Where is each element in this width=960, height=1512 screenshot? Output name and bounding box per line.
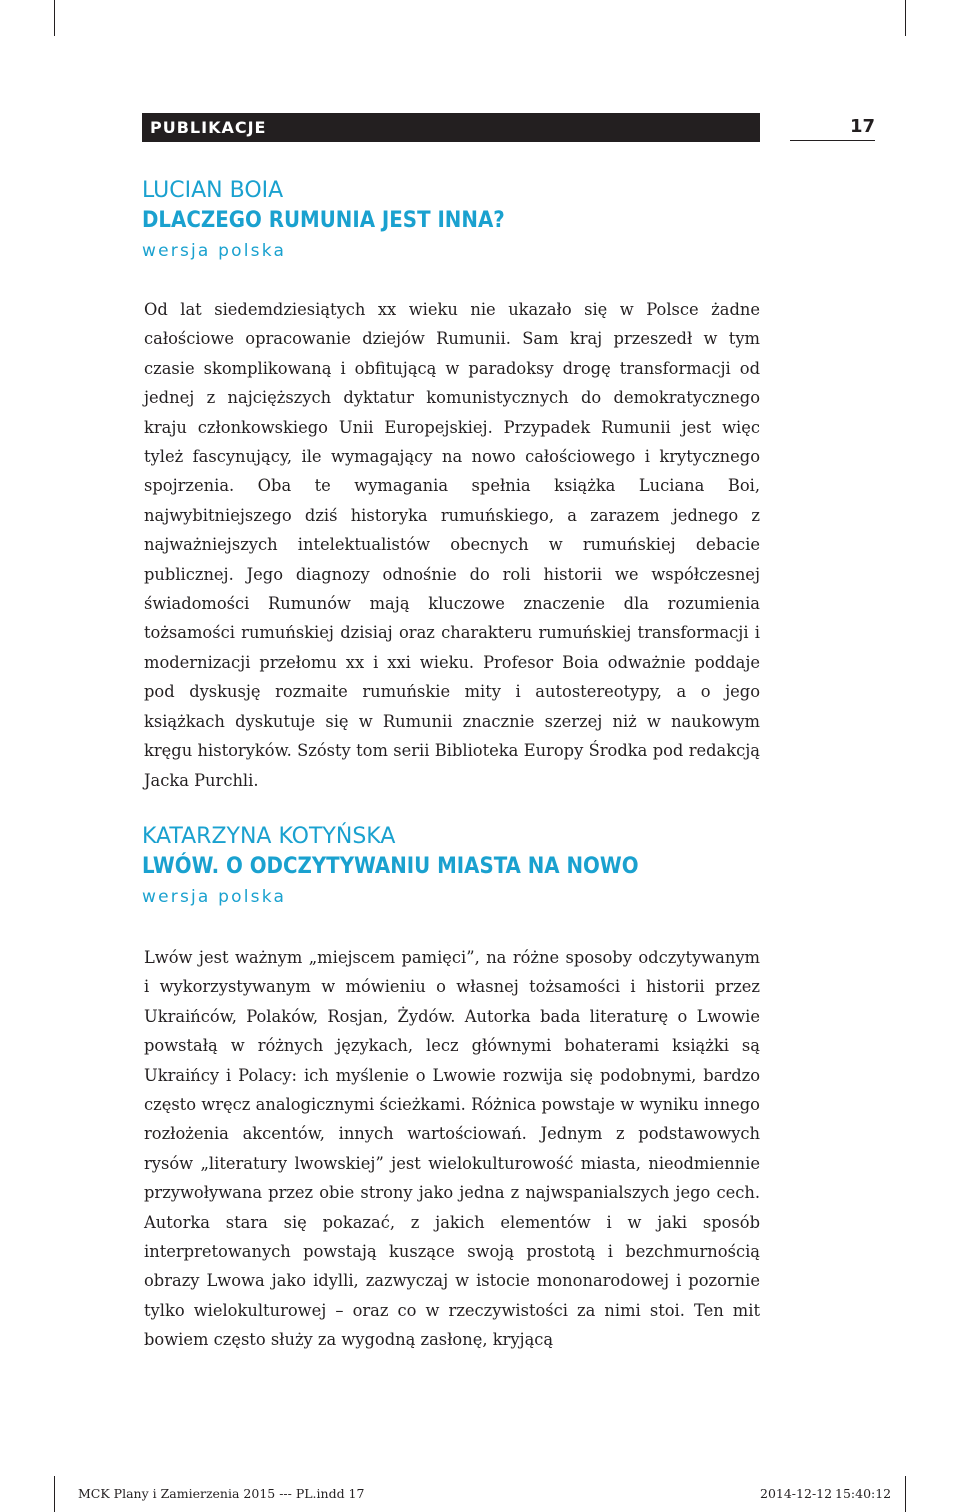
crop-mark-bottom-left xyxy=(54,1476,55,1512)
article-1-body: Od lat siedemdziesiątych xx wieku nie ukazało się w Polsce żadne całościowe opracowanie dziejów Rumunii. Sam kraj przeszedł w tym czasie skomplikowaną i obfitującą w paradoksy drogę transformacji od jednej z najcięższych dyktatur komunistycznych do demokratycznego kraju członkowskiego Unii Europejskiej. Przypadek Rumunii jest więc tyleż fascynujący, ile wymagający na nowo całościowego i krytycznego spojrzenia. Oba te wymagania spełnia książka Luciana Boi, najwybitniejszego dziś historyka rumuńskiego, a zarazem jednego z najważniejszych intelektualistów obecnych w rumuńskiej debacie publicznej. Jego diagnozy odnośnie do roli historii we współczesnej świadomości Rumunów mają kluczowe znaczenie dla rozumienia tożsamości rumuńskiej dzisiaj oraz charakteru rumuńskiej transformacji i modernizacji przełomu xx i xxi wieku. Profesor Boia odważnie poddaje pod dyskusję rozmaite rumuńskie mity i autostereotypy, a o jego książkach dyskutuje się w Rumunii znacznie szerzej niż w naukowym kręgu historyków. Szósty tom serii Biblioteka Europy Środka pod redakcją Jacka Purchli. xyxy=(144,300,760,790)
article-2-author: KATARZYNA KOTYŃSKA xyxy=(142,824,396,849)
section-header-bar xyxy=(142,113,760,142)
article-1-title: DLACZEGO RUMUNIA JEST INNA? xyxy=(142,208,505,233)
article-2-heading xyxy=(142,822,782,912)
article-2-body: Lwów jest ważnym „miejscem pamięci”, na różne sposoby odczytywanym i wykorzystywanym w mówieniu o własnej tożsamości i historii przez Ukraińców, Polaków, Rosjan, Żydów. Autorka bada literaturę o Lwowie powstałą w różnych językach, lecz głównymi bohaterami książki są Ukraińcy i Polacy: ich myślenie o Lwowie rozwija się podobnymi, bardzo często wręcz analogicznymi ścieżkami. Różnica powstaje w wyniku innego rozłożenia akcentów, innych wartościowań. Jednym z podstawowych rysów „literatury lwowskiej” jest wielokulturowość miasta, nieodmiennie przywoływana przez obie strony jako jedna z najwspanialszych jego cech. Autorka stara się pokazać, z jakich elementów i w jaki sposób interpretowanych powstają kuszące swoją prostotą i bezchmurnością obrazy Lwowa jako idylli, zazwyczaj w istocie mononarodowej i pozornie tylko wielokulturowej – oraz co w rzeczywistości za nimi stoi. Ten mit bowiem często służy za wygodną zasłonę, kryjącą xyxy=(144,948,760,1350)
crop-mark-top-left xyxy=(54,0,55,36)
footer-file-name: MCK Plany i Zamierzenia 2015 --- PL.indd 17 xyxy=(78,1486,365,1501)
footer-time: 15:40:12 xyxy=(835,1486,892,1501)
article-2-title: LWÓW. O ODCZYTYWANIU MIASTA NA NOWO xyxy=(142,854,639,879)
article-1-heading xyxy=(142,176,782,266)
footer-date: 2014-12-12 xyxy=(760,1486,833,1501)
crop-mark-top-right xyxy=(905,0,906,36)
crop-mark-bottom-right xyxy=(905,1476,906,1512)
section-title: PUBLIKACJE xyxy=(150,118,267,137)
article-1-author: LUCIAN BOIA xyxy=(142,178,284,203)
page-number: 17 xyxy=(790,114,875,141)
article-1-edition: wersja polska xyxy=(142,241,287,261)
article-2-edition: wersja polska xyxy=(142,887,287,907)
